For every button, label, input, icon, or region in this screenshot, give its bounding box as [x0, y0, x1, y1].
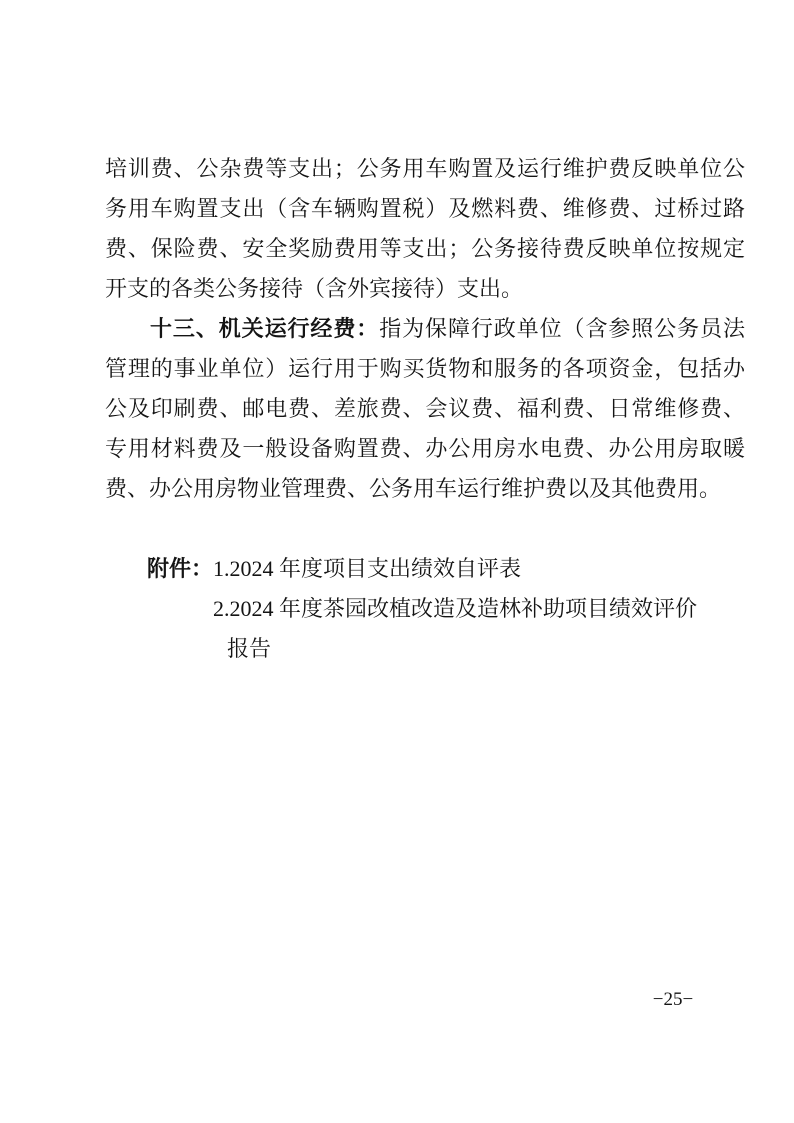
blank-line	[105, 509, 745, 549]
section-13-first-line-text: 指为保障行政单位（含参照公务员法	[379, 316, 745, 341]
para-fees-line-4: 开支的各类公务接待（含外宾接待）支出。	[105, 276, 524, 301]
para-fees-line-3: 费、保险费、安全奖励费用等支出；公务接待费反映单位按规定	[105, 236, 745, 261]
para-fees-line-1: 培训费、公杂费等支出；公务用车购置及运行维护费反映单位公	[105, 156, 745, 181]
attachment-item-1: 1.2024 年度项目支出绩效自评表	[213, 556, 522, 581]
para-operating-funds-line-3: 公及印刷费、邮电费、差旅费、会议费、福利费、日常维修费、	[105, 396, 745, 421]
para-fees-line-2: 务用车购置支出（含车辆购置税）及燃料费、维修费、过桥过路	[105, 196, 745, 221]
attachments-line-3: 报告	[227, 636, 272, 661]
attachments-line-1	[105, 549, 745, 589]
page-number: −25−	[652, 989, 694, 1010]
para-operating-funds-line-5: 费、办公用房物业管理费、公务用车运行维护费以及其他费用。	[105, 476, 722, 501]
para-operating-funds-line-4: 专用材料费及一般设备购置费、办公用房水电费、办公用房取暖	[105, 436, 745, 461]
section-heading-13: 十三、机关运行经费：	[150, 316, 380, 341]
document-text-block	[105, 149, 745, 669]
attachments-label: 附件：	[147, 556, 214, 581]
para-operating-funds-line-2: 管理的事业单位）运行用于购买货物和服务的各项资金，包括办	[105, 356, 745, 381]
attachments-line-2: 2.2024 年度茶园改植改造及造林补助项目绩效评价	[213, 596, 698, 621]
para-operating-funds-line-1	[105, 309, 745, 349]
